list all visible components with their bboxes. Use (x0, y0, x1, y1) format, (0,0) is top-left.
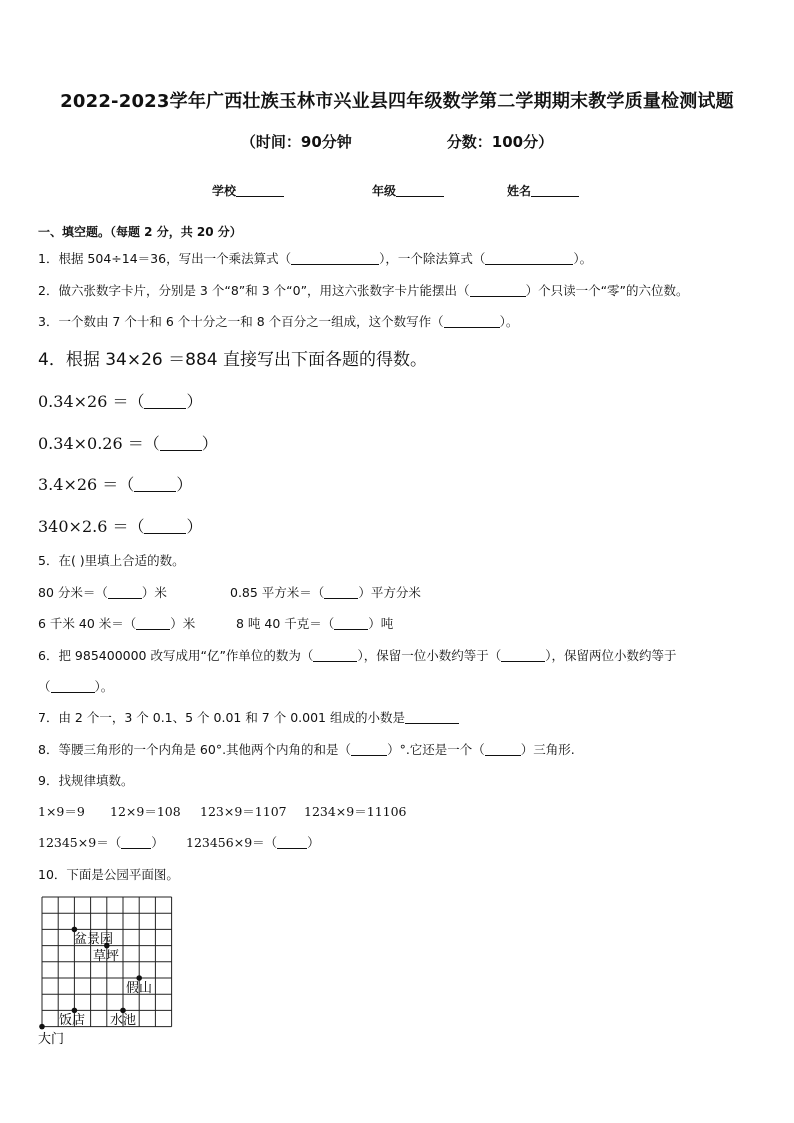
question-8-text-c: ）三角形. (520, 742, 575, 757)
item-text: 0.85 平方米＝（ (230, 585, 325, 600)
question-8 (38, 740, 575, 758)
school-blank[interactable] (236, 184, 284, 197)
item-text: ）米 (170, 616, 196, 631)
question-6-text-c: ），保留两位小数约等于 (545, 648, 677, 663)
answer-blank[interactable] (470, 283, 526, 297)
question-1-text-c: ）。 (573, 251, 593, 266)
question-2-text-a: 2．做六张数字卡片，分别是 3 个“8”和 3 个“0”，用这六张数字卡片能摆出（ (38, 283, 470, 298)
close-paren: ） (186, 517, 203, 536)
answer-blank[interactable] (160, 437, 202, 451)
answer-blank[interactable] (485, 251, 573, 265)
question-6-text-b: ），保留一位小数约等于（ (357, 648, 502, 663)
question-5-item (38, 614, 195, 632)
item-text: 123456×9＝（ (186, 835, 278, 850)
close-paren: ）。 (94, 679, 114, 694)
close-paren: ） (307, 835, 320, 850)
item-text: ）米 (141, 585, 167, 600)
map-label-bonsai-garden: 盆景园 (74, 932, 114, 947)
point-main-gate (39, 1024, 45, 1030)
open-paren: （ (38, 679, 51, 694)
item-text: 12345×9＝（ (38, 835, 122, 850)
answer-blank[interactable] (136, 616, 170, 630)
answer-blank[interactable] (291, 251, 379, 265)
question-4-item (38, 514, 203, 537)
item-text: ）平方分米 (358, 585, 421, 600)
name-blank[interactable] (531, 184, 579, 197)
question-3 (38, 312, 518, 330)
score-label: 分数：100分） (446, 133, 554, 151)
answer-blank[interactable] (108, 585, 142, 599)
question-2-text-b: ）个只读一个“零”的六位数。 (525, 283, 689, 298)
question-5-item (38, 583, 167, 601)
close-paren: ） (151, 835, 164, 850)
question-6 (38, 646, 676, 664)
question-3-text-a: 3．一个数由 7 个十和 6 个十分之一和 8 个百分之一组成，这个数写作（ (38, 314, 444, 329)
question-7 (38, 708, 459, 726)
question-2 (38, 281, 689, 299)
grade-blank[interactable] (396, 184, 444, 197)
question-9-pattern (110, 802, 181, 820)
question-3-text-b: ）。 (499, 314, 519, 329)
item-text: 80 分米＝（ (38, 585, 108, 600)
time-label: （时间：90分钟 (240, 133, 352, 151)
exam-title: 2022-2023学年广西壮族玉林市兴业县四年级数学第二学期期末教学质量检测试题 (60, 91, 734, 112)
item-text: 0.34×0.26 ＝（ (38, 434, 160, 453)
answer-blank[interactable] (405, 710, 459, 724)
question-4-item (38, 389, 203, 412)
park-map-svg (30, 890, 180, 1050)
question-10-stem: 10．下面是公园平面图。 (38, 867, 179, 882)
answer-blank[interactable] (444, 314, 500, 328)
item-text: 0.34×26 ＝（ (38, 392, 145, 411)
map-label-pond: 水池 (110, 1013, 137, 1028)
item-text: 340×2.6 ＝（ (38, 517, 145, 536)
school-label: 学校 (212, 184, 237, 198)
map-label-lawn: 草坪 (93, 949, 120, 964)
answer-blank[interactable] (144, 520, 186, 534)
question-6-text-a: 6．把 985400000 改写成用“亿”作单位的数为（ (38, 648, 314, 663)
item-text: ）吨 (368, 616, 394, 631)
question-8-text-b: ）°.它还是一个（ (387, 742, 485, 757)
grade-label: 年级 (372, 184, 397, 198)
answer-blank[interactable] (485, 742, 521, 756)
answer-blank[interactable] (324, 585, 358, 599)
answer-blank[interactable] (334, 616, 368, 630)
name-field[interactable] (507, 182, 579, 199)
answer-blank[interactable] (277, 835, 307, 849)
question-4-item (38, 431, 218, 454)
answer-blank[interactable] (51, 679, 95, 693)
close-paren: ） (176, 475, 193, 494)
close-paren: ） (201, 434, 218, 453)
answer-blank[interactable] (351, 742, 387, 756)
map-label-restaurant: 饭店 (59, 1013, 86, 1028)
item-text: 3.4×26 ＝（ (38, 475, 135, 494)
question-9-item (186, 833, 320, 851)
answer-blank[interactable] (501, 648, 545, 662)
map-label-rockery: 假山 (126, 981, 153, 996)
item-text: 8 吨 40 千克＝（ (236, 616, 335, 631)
pattern-item: 1234×9＝11106 (304, 804, 407, 819)
question-1 (38, 249, 592, 267)
answer-blank[interactable] (313, 648, 357, 662)
question-1-text-a: 1．根据 504÷14＝36，写出一个乘法算式（ (38, 251, 292, 266)
answer-blank[interactable] (134, 478, 176, 492)
section-heading: 一、填空题。（每题 2 分，共 20 分） (38, 225, 242, 239)
question-9-stem: 9．找规律填数。 (38, 773, 134, 788)
question-4-stem: 4．根据 34×26 ＝884 直接写出下面各题的得数。 (38, 350, 427, 370)
point-rockery (136, 975, 142, 981)
question-7-text: 7．由 2 个一，3 个 0.1、5 个 0.01 和 7 个 0.001 组成的小数是 (38, 710, 405, 725)
question-9-pattern (200, 802, 287, 820)
pattern-item: 12×9＝108 (110, 804, 181, 819)
close-paren: ） (186, 392, 203, 411)
park-map (30, 890, 180, 1050)
question-9-pattern (304, 802, 407, 820)
question-5-stem: 5．在( )里填上合适的数。 (38, 553, 185, 568)
map-label-main-gate: 大门 (38, 1032, 65, 1047)
question-9-pattern (38, 802, 85, 820)
answer-blank[interactable] (144, 395, 186, 409)
school-field[interactable] (212, 182, 284, 199)
item-text: 6 千米 40 米＝（ (38, 616, 137, 631)
answer-blank[interactable] (121, 835, 151, 849)
grade-field[interactable] (372, 182, 444, 199)
question-4-item (38, 472, 192, 495)
question-1-text-b: ），一个除法算式（ (379, 251, 486, 266)
question-6-cont (38, 677, 113, 695)
name-label: 姓名 (507, 184, 532, 198)
question-8-text-a: 8．等腰三角形的一个内角是 60°.其他两个内角的和是（ (38, 742, 352, 757)
question-5-item (230, 583, 421, 601)
pattern-item: 123×9＝1107 (200, 804, 287, 819)
pattern-item: 1×9＝9 (38, 804, 85, 819)
exam-subtitle (0, 131, 794, 152)
question-5-item (236, 614, 393, 632)
question-9-item (38, 833, 164, 851)
